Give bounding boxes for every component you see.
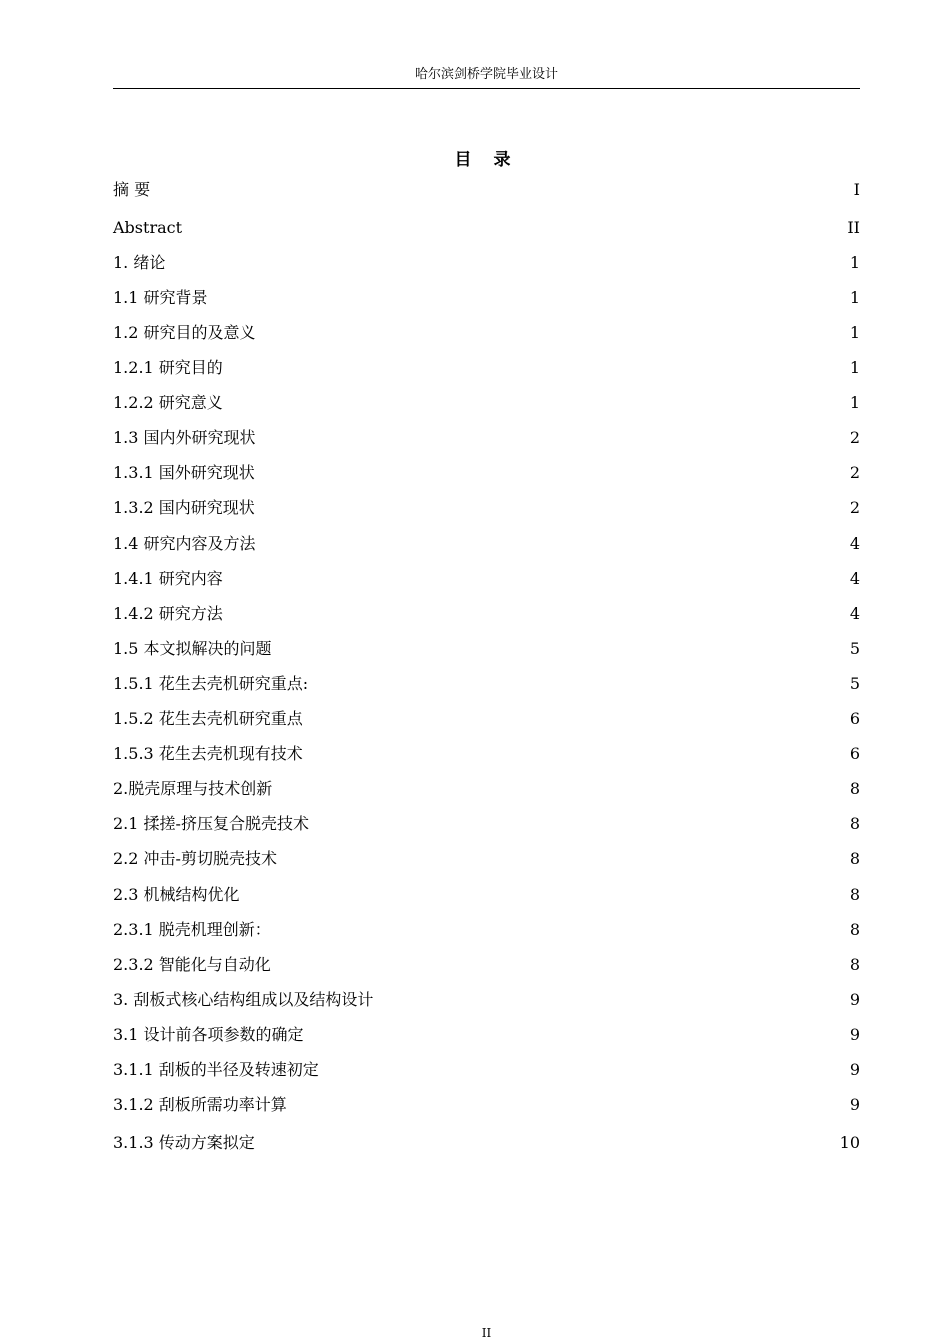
toc-entry[interactable]	[113, 1091, 860, 1115]
toc-entry-page: 10	[839, 1133, 860, 1152]
toc-entry-label: 2.脱壳原理与技术创新	[113, 779, 273, 798]
toc-entry-label: 1.4 研究内容及方法	[113, 534, 256, 553]
toc-entry[interactable]	[113, 354, 860, 378]
toc-entry[interactable]	[113, 565, 860, 589]
toc-entry-page: 4	[849, 604, 860, 623]
toc-entry-label: 1.4.2 研究方法	[113, 604, 223, 623]
toc-entry[interactable]	[113, 1129, 860, 1153]
toc-entry-label: 1.5.2 花生去壳机研究重点	[113, 709, 303, 728]
toc-entry-page: 6	[849, 744, 860, 763]
toc-entry-label: 1.2.2 研究意义	[113, 393, 223, 412]
toc-entry-page: II	[847, 218, 860, 237]
toc-entry[interactable]	[113, 670, 860, 694]
toc-entry-label: 2.2 冲击-剪切脱壳技术	[113, 849, 277, 868]
toc-entry-page: 1	[849, 253, 860, 272]
toc-entry-page: 4	[849, 534, 860, 553]
toc-entry[interactable]	[113, 635, 860, 659]
toc-entry[interactable]	[113, 389, 860, 413]
toc-entry-label: 3.1 设计前各项参数的确定	[113, 1025, 304, 1044]
toc-entry[interactable]	[113, 1021, 860, 1045]
toc-entry[interactable]	[113, 600, 860, 624]
toc-entry[interactable]	[113, 176, 860, 200]
toc-entry-label: 2.1 揉搓-挤压复合脱壳技术	[113, 814, 309, 833]
toc-entry[interactable]	[113, 530, 860, 554]
toc-entry-page: 5	[849, 674, 860, 693]
toc-entry-label: 1.4.1 研究内容	[113, 569, 223, 588]
toc-entry-label: 3. 刮板式核心结构组成以及结构设计	[113, 990, 374, 1009]
toc-entry-page: 1	[849, 323, 860, 342]
toc-entry-label: 1.5 本文拟解决的问题	[113, 639, 272, 658]
toc-entry[interactable]	[113, 214, 860, 238]
toc-entry[interactable]	[113, 740, 860, 764]
toc-entry-label: 2.3.1 脱壳机理创新：	[113, 920, 271, 939]
toc-entry[interactable]	[113, 319, 860, 343]
page-header: 哈尔滨剑桥学院毕业设计	[414, 67, 558, 82]
toc-entry[interactable]	[113, 284, 860, 308]
toc-entry-page: 1	[849, 358, 860, 377]
toc-entry-label: 2.3 机械结构优化	[113, 885, 240, 904]
toc-entry-page: 9	[849, 1025, 860, 1044]
toc-entry-label: 1.1 研究背景	[113, 288, 208, 307]
toc-entry-label: 摘 要	[113, 180, 151, 199]
toc-entry-page: 8	[849, 885, 860, 904]
toc-entry[interactable]	[113, 881, 860, 905]
header-rule	[113, 88, 860, 89]
toc-entry-page: 8	[849, 779, 860, 798]
toc-entry[interactable]	[113, 916, 860, 940]
toc-entry[interactable]	[113, 494, 860, 518]
toc-entry-page: 2	[849, 463, 860, 482]
toc-entry-label: 3.1.1 刮板的半径及转速初定	[113, 1060, 319, 1079]
toc-entry-label: 1.2 研究目的及意义	[113, 323, 256, 342]
toc-entry-label: 3.1.3 传动方案拟定	[113, 1133, 255, 1152]
toc-entry-page: 8	[849, 955, 860, 974]
toc-entry[interactable]	[113, 705, 860, 729]
toc-entry-label: 1.2.1 研究目的	[113, 358, 223, 377]
page-number: II	[481, 1326, 492, 1340]
toc-entry-label: 3.1.2 刮板所需功率计算	[113, 1095, 287, 1114]
toc-entry[interactable]	[113, 845, 860, 869]
toc-entry[interactable]	[113, 775, 860, 799]
toc-entry-label: 1.3.1 国外研究现状	[113, 463, 255, 482]
toc-entry-label: 1.5.3 花生去壳机现有技术	[113, 744, 303, 763]
toc-entry-page: 5	[849, 639, 860, 658]
toc-entry-page: 9	[849, 1060, 860, 1079]
toc-entry-label: 1.5.1 花生去壳机研究重点:	[113, 674, 309, 693]
toc-entry[interactable]	[113, 424, 860, 448]
toc-entry-page: 1	[849, 288, 860, 307]
toc-entry-page: 2	[849, 498, 860, 517]
toc-entry-page: 9	[849, 990, 860, 1009]
toc-entry-page: 2	[849, 428, 860, 447]
toc-entry-page: 8	[849, 814, 860, 833]
toc-entry[interactable]	[113, 951, 860, 975]
toc-entry[interactable]	[113, 810, 860, 834]
toc-entry-page: 1	[849, 393, 860, 412]
toc-entry[interactable]	[113, 986, 860, 1010]
toc-entry-page: 9	[849, 1095, 860, 1114]
toc-entry-page: 8	[849, 849, 860, 868]
toc-entry-label: Abstract	[113, 218, 183, 237]
toc-entry[interactable]	[113, 459, 860, 483]
toc-entry-label: 1.3.2 国内研究现状	[113, 498, 255, 517]
toc-entry-label: 2.3.2 智能化与自动化	[113, 955, 271, 974]
toc-entry-page: 6	[849, 709, 860, 728]
toc-entry[interactable]	[113, 1056, 860, 1080]
toc-entry-page: 4	[849, 569, 860, 588]
toc-entry-label: 1.3 国内外研究现状	[113, 428, 256, 447]
toc-entry[interactable]	[113, 249, 860, 273]
toc-title: 目 录	[454, 150, 519, 170]
toc-entry-page: 8	[849, 920, 860, 939]
toc-entry-label: 1. 绪论	[113, 253, 166, 272]
toc-entry-page: I	[853, 180, 860, 199]
